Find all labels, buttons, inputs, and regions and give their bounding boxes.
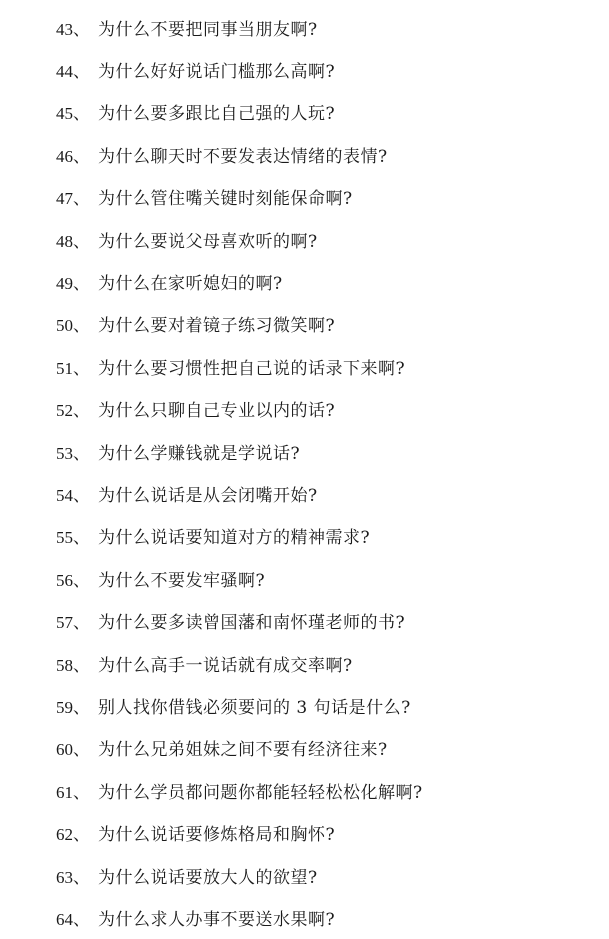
list-item [56, 133, 596, 175]
item-number: 48、 [56, 231, 90, 251]
item-text: 为什么不要发牢骚啊? [98, 570, 266, 591]
item-number: 43、 [56, 19, 90, 39]
item-number: 64、 [56, 909, 90, 929]
list-item [56, 557, 596, 599]
item-text: 为什么说话是从会闭嘴开始? [98, 485, 318, 506]
item-number: 59、 [56, 697, 90, 717]
list-item [56, 599, 596, 641]
item-text: 为什么好好说话门槛那么高啊? [98, 62, 336, 83]
item-text: 为什么只聊自己专业以内的话? [98, 401, 336, 422]
list-item [56, 48, 596, 90]
item-text: 为什么说话要修炼格局和胸怀? [98, 825, 336, 846]
item-text: 为什么要说父母喜欢听的啊? [98, 231, 318, 252]
item-text: 为什么学赚钱就是学说话? [98, 443, 301, 464]
item-text: 为什么要习惯性把自己说的话录下来啊? [98, 358, 406, 379]
item-number: 55、 [56, 528, 90, 548]
item-number: 61、 [56, 782, 90, 802]
item-text: 为什么聊天时不要发表达情绪的表情? [98, 146, 388, 167]
list-item [56, 91, 596, 133]
item-text: 为什么要多跟比自己强的人玩? [98, 104, 336, 125]
item-text: 为什么在家听媳妇的啊? [98, 274, 283, 295]
item-number: 56、 [56, 570, 90, 590]
item-text: 为什么管住嘴关键时刻能保命啊? [98, 189, 353, 210]
item-text: 为什么不要把同事当朋友啊? [98, 19, 318, 40]
item-number: 52、 [56, 401, 90, 421]
item-text: 为什么兄弟姐妹之间不要有经济往来? [98, 740, 388, 761]
list-item [56, 811, 596, 853]
item-number: 46、 [56, 146, 90, 166]
item-number: 44、 [56, 62, 90, 82]
list-item [56, 388, 596, 430]
item-number: 45、 [56, 104, 90, 124]
list-item [56, 260, 596, 302]
list-item [56, 430, 596, 472]
list-item [56, 6, 596, 48]
list-item [56, 176, 596, 218]
item-number: 63、 [56, 867, 90, 887]
list-item [56, 515, 596, 557]
list-item [56, 345, 596, 387]
list-item [56, 854, 596, 896]
list-item [56, 896, 596, 938]
list-item [56, 218, 596, 260]
item-text: 为什么说话要知道对方的精神需求? [98, 528, 371, 549]
item-text: 为什么要多读曾国藩和南怀瑾老师的书? [98, 613, 406, 634]
list-item [56, 684, 596, 726]
item-number: 62、 [56, 825, 90, 845]
item-number: 60、 [56, 740, 90, 760]
list-item [56, 727, 596, 769]
item-number: 58、 [56, 655, 90, 675]
item-number: 57、 [56, 613, 90, 633]
item-number: 54、 [56, 485, 90, 505]
list-item [56, 303, 596, 345]
item-text: 为什么高手一说话就有成交率啊? [98, 655, 353, 676]
item-text: 别人找你借钱必须要问的 3 句话是什么? [98, 697, 411, 718]
item-text: 为什么说话要放大人的欲望? [98, 867, 318, 888]
item-number: 53、 [56, 443, 90, 463]
item-number: 49、 [56, 274, 90, 294]
item-text: 为什么要对着镜子练习微笑啊? [98, 316, 336, 337]
list-item [56, 472, 596, 514]
item-text: 为什么学员都问题你都能轻轻松松化解啊? [98, 782, 423, 803]
list-item [56, 769, 596, 811]
item-number: 51、 [56, 358, 90, 378]
question-list [56, 6, 596, 939]
item-number: 47、 [56, 189, 90, 209]
item-number: 50、 [56, 316, 90, 336]
item-text: 为什么求人办事不要送水果啊? [98, 909, 336, 930]
list-item [56, 642, 596, 684]
